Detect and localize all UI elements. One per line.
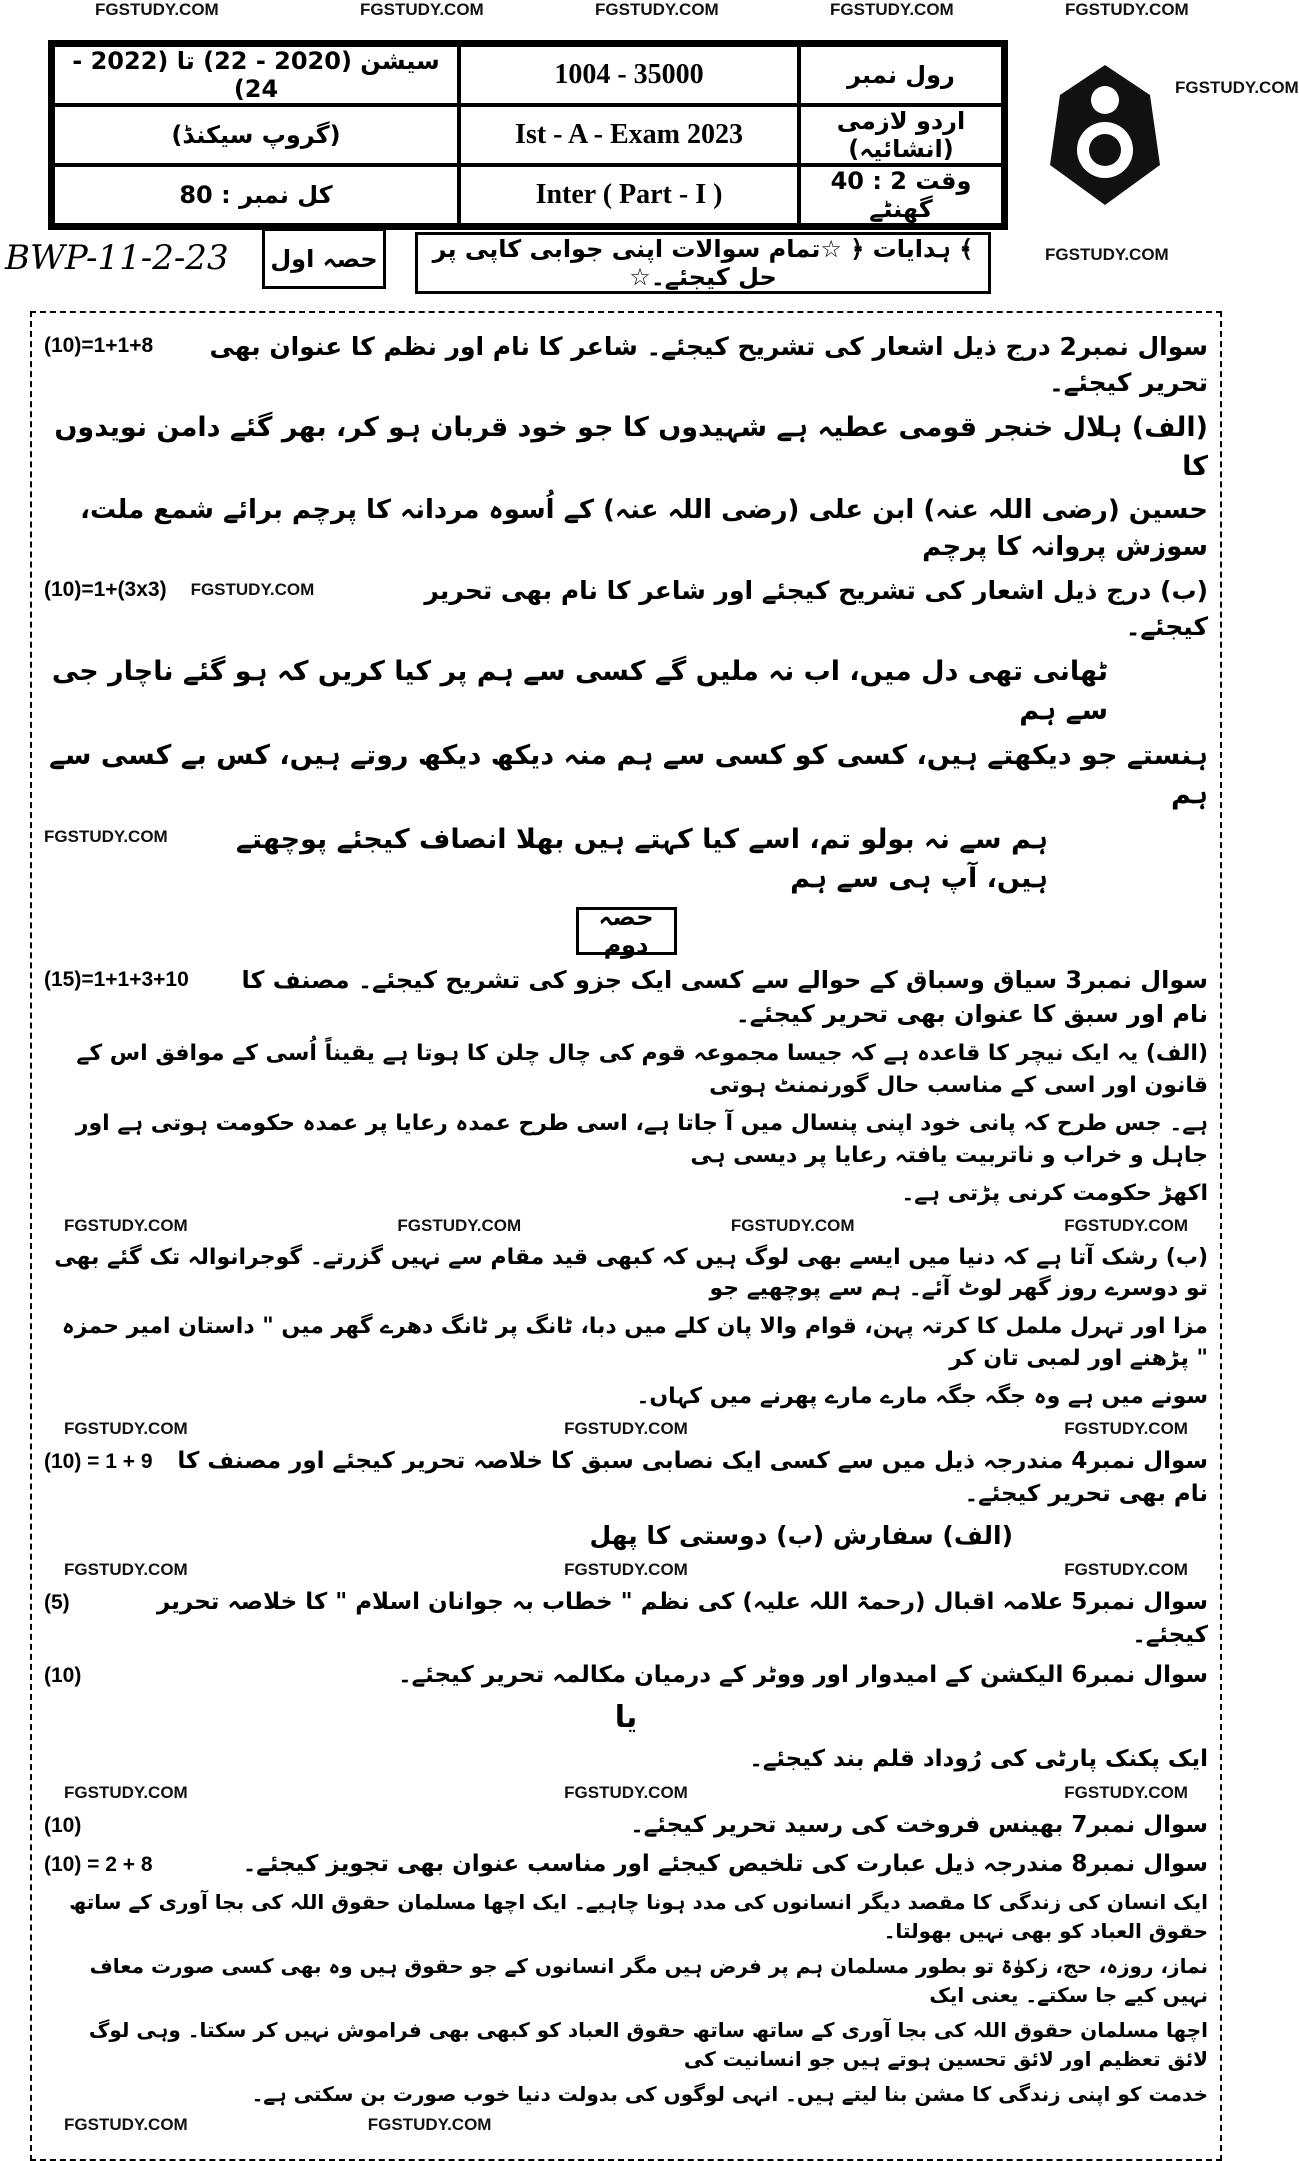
watermark: FGSTUDY.COM [44,827,168,847]
verse-line: حسین (رضی اللہ عنہ) ابن علی (رضی اللہ عنہ) کے اُسوہ مردانہ کا پرچم برائے شمع ملت، سوزش پروانہ کا پرچم [80,494,1208,563]
question-row [44,1381,1208,1413]
watermark: FGSTUDY.COM [730,1215,855,1235]
watermark: FGSTUDY.COM [64,1559,188,1579]
watermark: FGSTUDY.COM [64,2114,188,2134]
question-row [44,1178,1208,1210]
watermark-row [44,1560,1208,1580]
verse-line: ہنستے جو دیکھتے ہیں، کسی کو کسی سے ہم منہ دیکھ دیکھ روتے ہیں، کس بے کسی سے ہم [49,739,1208,811]
question-row [44,1586,1208,1653]
question-2b: (ب) درج ذیل اشعار کی تشریح کیجئے اور شاعر کا نام بھی تحریر کیجئے۔ [424,576,1208,642]
watermark: FGSTUDY.COM [64,1419,188,1438]
paragraph-line: مزا اور تہرل ململ کا کرتہ پہن، قوام والا پان کلے میں دبا، ٹانگ پر ٹانگ دھرے گھر میں " داستان امیر حمزہ " پڑھنے اور لمبی تان کر [61,1314,1208,1372]
roll-number-value: 1004 - 35000 [459,45,799,105]
watermark: FGSTUDY.COM [1064,1782,1188,1802]
watermark: FGSTUDY.COM [1064,1419,1188,1438]
level: Inter ( Part - I ) [459,165,799,225]
question-8: سوال نمبر8 مندرجہ ذیل عبارت کی تلخیص کیجئے اور مناسب عنوان بھی تجویز کیجئے۔ [242,1851,1208,1878]
question-row [44,820,1208,898]
watermark: FGSTUDY.COM [595,0,719,19]
paragraph-line: اچھا مسلمان حقوق اللہ کی بجا آوری کے ساتھ ساتھ حقوق العباد کو کبھی بھی فراموش نہیں کر سکتا۔ وہی لوگ لائق تعظیم اور لائق تحسین ہوتے ہیں جو انسانیت کی [88,2017,1208,2071]
watermark: FGSTUDY.COM [1175,78,1299,97]
watermark: FGSTUDY.COM [830,0,954,19]
question-4-marks: (10) = 1 + 9 [44,1450,153,1473]
question-5: سوال نمبر5 علامہ اقبال (رحمۃ اللہ علیہ) کی نظم " خطاب بہ جوانان اسلام " کا خلاصہ تحریر کیجئے۔ [156,1588,1208,1649]
question-7-marks: (10) [44,1813,82,1837]
paragraph-line: اکھڑ حکومت کرنی پڑتی ہے۔ [901,1180,1208,1206]
instructions: ﴾ ہدایات ﴿ ☆تمام سوالات اپنی جوابی کاپی پر حل کیجئے۔☆ [415,232,991,294]
subject: اردو لازمی (انشائیہ) [799,105,1003,165]
watermark: FGSTUDY.COM [564,1419,688,1438]
question-row [44,2080,1208,2109]
watermark-row [44,1783,1208,1803]
total-marks: کل نمبر : 80 [53,165,459,225]
or-label: یا [614,1700,638,1736]
question-row [44,963,1208,1033]
watermark: FGSTUDY.COM [1064,1215,1188,1235]
question-4: سوال نمبر4 مندرجہ ذیل میں سے کسی ایک نصابی سبق کا خلاصہ تحریر کیجئے اور مصنف کا نام بھی تحریر کیجئے۔ [177,1448,1208,1508]
question-3-marks: (15)=1+1+3+10 [44,967,189,991]
roll-number-label: رول نمبر [799,45,1003,105]
time-allowed: وقت 2 : 40 گھنٹے [799,165,1003,225]
question-row [44,573,1208,646]
watermark: FGSTUDY.COM [1064,1559,1188,1579]
question-3: سوال نمبر3 سیاق وسباق کے حوالے سے کسی ایک جزو کی تشریح کیجئے۔ مصنف کا نام اور سبق کا عنوان بھی تحریر کیجئے۔ [241,965,1208,1029]
question-5-marks: (5) [44,1590,70,1614]
watermark: FGSTUDY.COM [1045,245,1169,264]
question-2-marks: (10)=1+1+8 [44,334,154,357]
watermark-row [44,1216,1208,1236]
paragraph-line: (الف) یہ ایک نیچر کا قاعدہ ہے کہ جیسا مجموعہ قوم کی چال چلن کا ہوتا ہے یقیناً اُسی کے موافق اس کے قانون اور اسی کے مناسب حال گورنمنٹ ہوتی [76,1041,1208,1098]
exam-title: Ist - A - Exam 2023 [459,105,799,165]
watermark-row [44,2115,1208,2135]
watermark: FGSTUDY.COM [367,2114,492,2134]
question-row [44,1952,1208,2010]
question-row [44,1848,1208,1882]
question-6-alternative: ایک پکنک پارٹی کی رُوداد قلم بند کیجئے۔ [749,1746,1208,1773]
watermark: FGSTUDY.COM [397,1215,522,1235]
questions-section [30,311,1222,2161]
question-row [44,1659,1208,1693]
question-row [44,329,1208,402]
question-row [44,1809,1208,1843]
watermark: FGSTUDY.COM [564,1559,688,1579]
group: (گروپ سیکنڈ) [53,105,459,165]
question-row [44,1518,1208,1554]
question-row [44,652,1208,730]
watermark-row [44,1419,1208,1439]
question-row [44,1311,1208,1375]
question-row [44,1888,1208,1946]
question-6-marks: (10) [44,1663,82,1687]
paragraph-line: ہے۔ جس طرح کہ پانی خود اپنی پنسال میں آ جاتا ہے، اسی طرح عمدہ رعایا پر عمدہ حکومت ہوتی ہے اور جاہل و خراب و ناتربیت یافتہ رعایا پر دیسی ہی [75,1110,1208,1168]
question-row [44,2016,1208,2074]
watermark: FGSTUDY.COM [1065,0,1189,19]
watermark: FGSTUDY.COM [95,0,219,19]
question-row [44,1108,1208,1172]
question-2b-marks: (10)=1+(3x3) [44,578,167,602]
question-row [44,408,1208,486]
question-6: سوال نمبر6 الیکشن کے امیدوار اور ووٹر کے درمیان مکالمہ تحریر کیجئے۔ [398,1661,1208,1688]
watermark: FGSTUDY.COM [360,0,484,19]
watermark: FGSTUDY.COM [64,1215,188,1235]
part-one-label: حصہ اول [262,228,386,289]
handwritten-note: BWP-11-2-23 [5,238,229,278]
verse-line: ٹھانی تھی دل میں، اب نہ ملیں گے کسی سے ہم پر کیا کریں کہ ہو گئے ناچار جی سے ہم [51,655,1108,726]
watermark: FGSTUDY.COM [564,1782,688,1802]
paragraph-line: (ب) رشک آتا ہے کہ دنیا میں ایسے بھی لوگ ہیں کہ کبھی قید مقام سے نہیں گزرتے۔ گوجرانوالہ تک گئے بھی تو دوسرے روز گھر لوٹ آئے۔ ہم سے پوچھیے جو [54,1244,1208,1302]
question-4-options: (الف) سفارش (ب) دوستی کا پھل [589,1520,1013,1550]
question-7: سوال نمبر7 بھینس فروخت کی رسید تحریر کیجئے۔ [630,1811,1208,1838]
question-row [44,736,1208,814]
question-8-marks: (10) = 2 + 8 [44,1853,153,1877]
question-row [44,1445,1208,1512]
paragraph-line: سونے میں ہے وہ جگہ جگہ مارے مارے پھرنے میں کہاں۔ [636,1384,1208,1410]
verse-line: (الف) ہلال خنجر قومی عطیہ ہے شہیدوں کا جو خود قربان ہو کر، بھر گئے دامن نویدوں کا [54,411,1208,482]
paragraph-line: نماز، روزہ، حج، زکوٰۃ تو بطور مسلمان ہم پر فرض ہیں مگر انسانوں کے جو حقوق ہیں وہ بھی کسی صورت معاف نہیں کیے جا سکتے۔ یعنی ایک [89,1953,1208,2007]
paragraph-line: خدمت کو اپنی زندگی کا مشن بنا لیتے ہیں۔ انہی لوگوں کی بدولت دنیا خوب صورت بن سکتی ہے۔ [251,2081,1208,2106]
verse-line: ہم سے نہ بولو تم، اسے کیا کہتے ہیں بھلا انصاف کیجئے پوچھتے ہیں، آپ ہی سے ہم [236,824,1048,895]
question-row [44,1743,1208,1776]
exam-header-table [48,40,1008,230]
part-two-label: حصہ دوم [576,907,677,955]
board-logo-icon [1040,55,1170,215]
paragraph-line: ایک انسان کی زندگی کا مقصد دیگر انسانوں کی مدد ہونا چاہیے۔ ایک اچھا مسلمان حقوق اللہ کی بجا آوری کے ساتھ حقوق العباد کو بھی نہیں بھولتا۔ [69,1889,1208,1943]
question-2: سوال نمبر2 درج ذیل اشعار کی تشریح کیجئے۔ شاعر کا نام اور نظم کا عنوان بھی تحریر کیجئے۔ [209,332,1208,398]
question-row [44,1242,1208,1306]
question-row [44,1038,1208,1102]
question-row [44,492,1208,567]
watermark: FGSTUDY.COM [64,1782,188,1802]
session: سیشن (2020 - 22) تا (2022 - 24) [53,45,459,105]
watermark: FGSTUDY.COM [190,580,315,600]
